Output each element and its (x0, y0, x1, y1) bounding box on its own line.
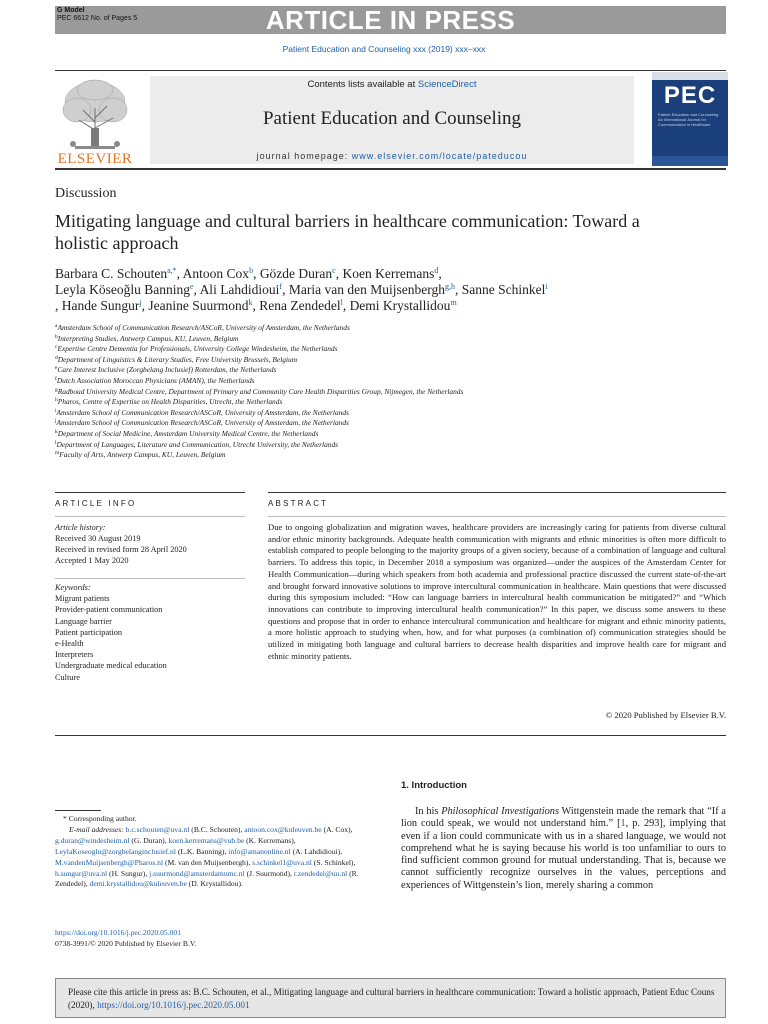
elsevier-logo (55, 76, 135, 166)
abstract-sub-rule (268, 516, 726, 517)
email-link[interactable]: demi.krystallidou@kuleuven.be (89, 879, 187, 889)
header-bottom-rule (55, 168, 726, 170)
author[interactable]: Gözde Duran$^c$, (259, 266, 343, 281)
affiliation-item: $^j$Amsterdam School of Communication Research/ASCoR, University of Amsterdam, the Netherlands (55, 418, 349, 428)
cover-bottom-band (652, 156, 728, 166)
abstract-top-rule (268, 492, 726, 493)
article-in-press-label: ARTICLE IN PRESS (265, 5, 516, 35)
introduction-paragraph: In his Philosophical Investigations Wittgenstein made the remark that “If a lion could speak, we would not understand him.” [1, p. 293], implying that even if a lion could communicate with us in a shared language, we would not comprehend what he is saying because his world is too unfamiliar to ours to find sufficient common ground for mutual understanding. That is, because we cannot sufficiently recognize ourselves in the values, perceptions and experiences of Wittgenstein’s lion, merely sharing a common (401, 806, 727, 891)
affiliation-item: $^h$Pharos, Centre of Expertise on Health Disparities, Utrecht, the Netherlands (55, 397, 283, 407)
sciencedirect-link[interactable]: ScienceDirect (417, 79, 477, 90)
author[interactable]: Leyla Köseoğlu Banning$^e$, (55, 282, 200, 297)
article-info-sub-rule (55, 516, 245, 517)
history-item: Received in revised form 28 April 2020 (55, 545, 187, 554)
article-title: Mitigating language and cultural barriers in healthcare communication: Toward a holistic approach (55, 211, 640, 253)
email-link[interactable]: s.schinkel1@uva.nl (252, 857, 312, 867)
affiliation-item: $^g$Radboud University Medical Centre, Department of Primary and Community Care Health Disparities Group, Nijmegen, the Netherlands (55, 386, 464, 396)
article-info-top-rule (55, 492, 245, 493)
affiliation-item: $^a$Amsterdam School of Communication Research/ASCoR, University of Amsterdam, the Netherlands (55, 323, 350, 332)
keyword-item: Interpreters (55, 650, 94, 660)
abstract-copyright: © 2020 Published by Elsevier B.V. (605, 710, 726, 720)
affiliation-item: $^k$Department of Social Medicine, Amsterdam University Medical Centre, the Netherlands (55, 428, 319, 438)
article-in-press-banner (55, 6, 726, 34)
author[interactable]: Antoon Cox$^b$, (182, 266, 260, 281)
section-heading-introduction: 1. Introduction (401, 780, 467, 791)
keyword-item: e-Health (55, 639, 84, 649)
email-link[interactable]: g.duran@windesheim.nl (55, 835, 130, 845)
book-title: Philosophical Investigations (441, 806, 559, 817)
author[interactable]: Barbara C. Schouten$^{a,*}$, (55, 266, 183, 281)
author[interactable]: Jeanine Suurmond$^k$, (148, 298, 260, 313)
issn-copyright-line: 0738-3991/© 2020 Published by Elsevier B.V. (55, 938, 197, 948)
reference-link[interactable]: 1 (620, 818, 626, 830)
keywords-list (55, 582, 245, 683)
pec-page-ref: PEC 6612 No. of Pages 5 (57, 15, 138, 22)
keyword-item: Provider-patient communication (55, 605, 163, 615)
cite-doi-link[interactable]: https://doi.org/10.1016/j.pec.2020.05.001 (97, 999, 250, 1010)
footnotes (55, 814, 385, 890)
keyword-item: Undergraduate medical education (55, 661, 167, 671)
email-link[interactable]: b.c.schouten@uva.nl (125, 824, 190, 834)
abstract-heading: ABSTRACT (268, 499, 329, 508)
abstract-text: Due to ongoing globalization and migration waves, healthcare providers are increasingly caring for patients from diverse cultural and/or ethnic minority backgrounds. Adequate health communication with migrants and ethnic minorities is often more difficult to establish compared to people belonging to the majority groups of a given society, because of a combination of language and cultural barriers. To address this topic, in December 2018 a symposium was organized—under the auspices of the Amsterdam Center for Health Communication—during which speakers from both academia and professional practice discussed the current state-of-the-art and brought forward innovative solutions to improve intercultural communication in healthcare. Main questions that were discussed during this symposium included: “How can language barriers in intercultural health communication be mitigated?” and “Which innovations can contribute to improving intercultural health communication?” In this paper, we discuss some answers to these questions and propose that in order to enhance intercultural communication and healthcare for migrant and ethnic minority patients, a more holistic approach to studying when, how, and for what purposes (a combination of) communication strategies should be utilized in mitigating both language and cultural barriers to decrease health disparities and improve health care for migrant and ethnic minority patients. (268, 522, 726, 661)
footnote-rule (55, 810, 101, 811)
email-link[interactable]: j.suurmond@amsterdamumc.nl (149, 868, 245, 878)
author[interactable]: Maria van den Muijsenbergh$^{g,h}$, (288, 282, 462, 297)
affiliation-item: $^e$Care Interest Inclusive (Zorgbelang Inclusief) Rotterdam, the Netherlands (55, 365, 277, 375)
doi-link[interactable]: https://doi.org/10.1016/j.pec.2020.05.001 (55, 928, 181, 937)
author[interactable]: Koen Kerremans$^d$, (342, 266, 442, 281)
email-link[interactable]: info@amanonline.nl (228, 846, 291, 856)
keyword-item: Migrant patients (55, 594, 110, 604)
affiliation-item: $^d$Department of Linguistics & Literary Studies, Free University Brussels, Belgium (55, 354, 298, 364)
affiliation-item: $^l$Department of Languages, Literature and Communication, Utrecht University, the Netherlands (55, 439, 339, 449)
cover-subtitle: Patient Education and Counseling · An International Journal for Communication in Healthcare (658, 112, 721, 127)
affiliation-item: $^f$Dutch Association Moroccan Physicians (AMAN), the Netherlands (55, 375, 255, 385)
journal-homepage-line (150, 151, 634, 161)
article-history (55, 522, 245, 566)
g-model-label: G Model (57, 7, 85, 14)
keywords-label: Keywords: (55, 583, 91, 592)
email-link[interactable]: koen.kerremans@vub.be (168, 835, 245, 845)
affiliation-item: $^b$Interpreting Studies, Antwerp Campus, KU, Leuven, Belgium (55, 333, 239, 343)
journal-header-panel (150, 76, 634, 164)
article-info-heading: ARTICLE INFO (55, 499, 137, 508)
email-link[interactable]: LeylaKoseoglu@zorgbelanginclusief.nl (55, 846, 176, 856)
email-label: E-mail addresses: (69, 824, 124, 834)
journal-homepage-link[interactable]: www.elsevier.com/locate/pateducou (351, 151, 528, 161)
email-link[interactable]: r.zendedel@uu.nl (293, 868, 348, 878)
cover-title: PEC (663, 82, 717, 109)
author[interactable]: Ali Lahdidioui$^f$, (199, 282, 289, 297)
cover-top-band (652, 72, 728, 80)
keyword-item: Language barrier (55, 616, 112, 626)
keyword-item: Culture (55, 672, 80, 682)
author[interactable]: Demi Krystallidou$^m$ (349, 298, 457, 313)
email-link[interactable]: h.sungur@uva.nl (55, 868, 108, 878)
journal-title: Patient Education and Counseling (262, 108, 522, 129)
contents-prefix: Contents lists available at (307, 79, 416, 90)
header-top-rule (55, 70, 726, 71)
article-type: Discussion (55, 186, 117, 201)
author-list (55, 266, 735, 314)
doi-block (55, 928, 385, 949)
email-addresses: E-mail addresses: b.c.schouten@uva.nl (B.C. Schouten), antoon.cox@kuleuven.be (A. Cox), g.duran@windesheim.nl (G. Duran), koen.kerremans@vub.be (K. Kerremans), LeylaKoseoglu@zorgbelanginclusief.nl (L.K. Banning), info@amanonline.nl (A. Lahdidioui), M.vandenMuijsenbergh@Pharos.nl (M. van den Muijsenbergh), s.schinkel1@uva.nl (S. Schinkel), h.sungur@uva.nl (H. Sungur), j.suurmond@amsterdamumc.nl (J. Suurmond), r.zendedel@uu.nl (R. Zendedel), demi.krystallidou@kuleuven.be (D. Krystallidou). (55, 824, 359, 889)
author[interactable]: , Hande Sungur$^j$, (55, 298, 149, 313)
keyword-item: Patient participation (55, 627, 123, 637)
elsevier-wordmark: ELSEVIER (57, 151, 133, 167)
history-item: Accepted 1 May 2020 (55, 556, 129, 565)
contents-line (150, 79, 634, 90)
email-link[interactable]: M.vandenMuijsenbergh@Pharos.nl (55, 857, 164, 867)
author[interactable]: Sanne Schinkel$^i$ (461, 282, 548, 297)
journal-cite-line: Patient Education and Counseling xxx (2019) xxx–xxx (282, 44, 486, 54)
corresponding-author-note: * Corresponding author. (63, 814, 137, 823)
history-label: Article history: (55, 523, 106, 532)
affiliation-item: $^i$Amsterdam School of Communication Research/ASCoR, University of Amsterdam, the Netherlands (55, 407, 349, 417)
author[interactable]: Rena Zendedel$^l$, (259, 298, 350, 313)
journal-cover-thumbnail[interactable] (652, 72, 728, 166)
email-link[interactable]: antoon.cox@kuleuven.be (244, 824, 322, 834)
abstract-bottom-rule (55, 735, 726, 736)
cite-this-article-text: Please cite this article in press as: B.C. Schouten, et al., Mitigating language and cultural barriers in healthcare communication: Toward a holistic approach, Patient Educ Couns (2020), https://doi.org/10.1016/j.pec.2020.05.001 (68, 987, 715, 1010)
affiliation-list (55, 323, 735, 461)
cite-this-article-box (55, 978, 726, 1018)
history-item: Received 30 August 2019 (55, 534, 141, 543)
homepage-prefix: journal homepage: (256, 151, 349, 161)
affiliation-item: $^c$Expertise Centre Dementia for Professionals, University College Windesheim, the Netherlands (55, 344, 338, 354)
affiliation-item: $^m$Faculty of Arts, Antwerp Campus, KU, Leuven, Belgium (55, 450, 226, 460)
keywords-rule (55, 578, 245, 579)
